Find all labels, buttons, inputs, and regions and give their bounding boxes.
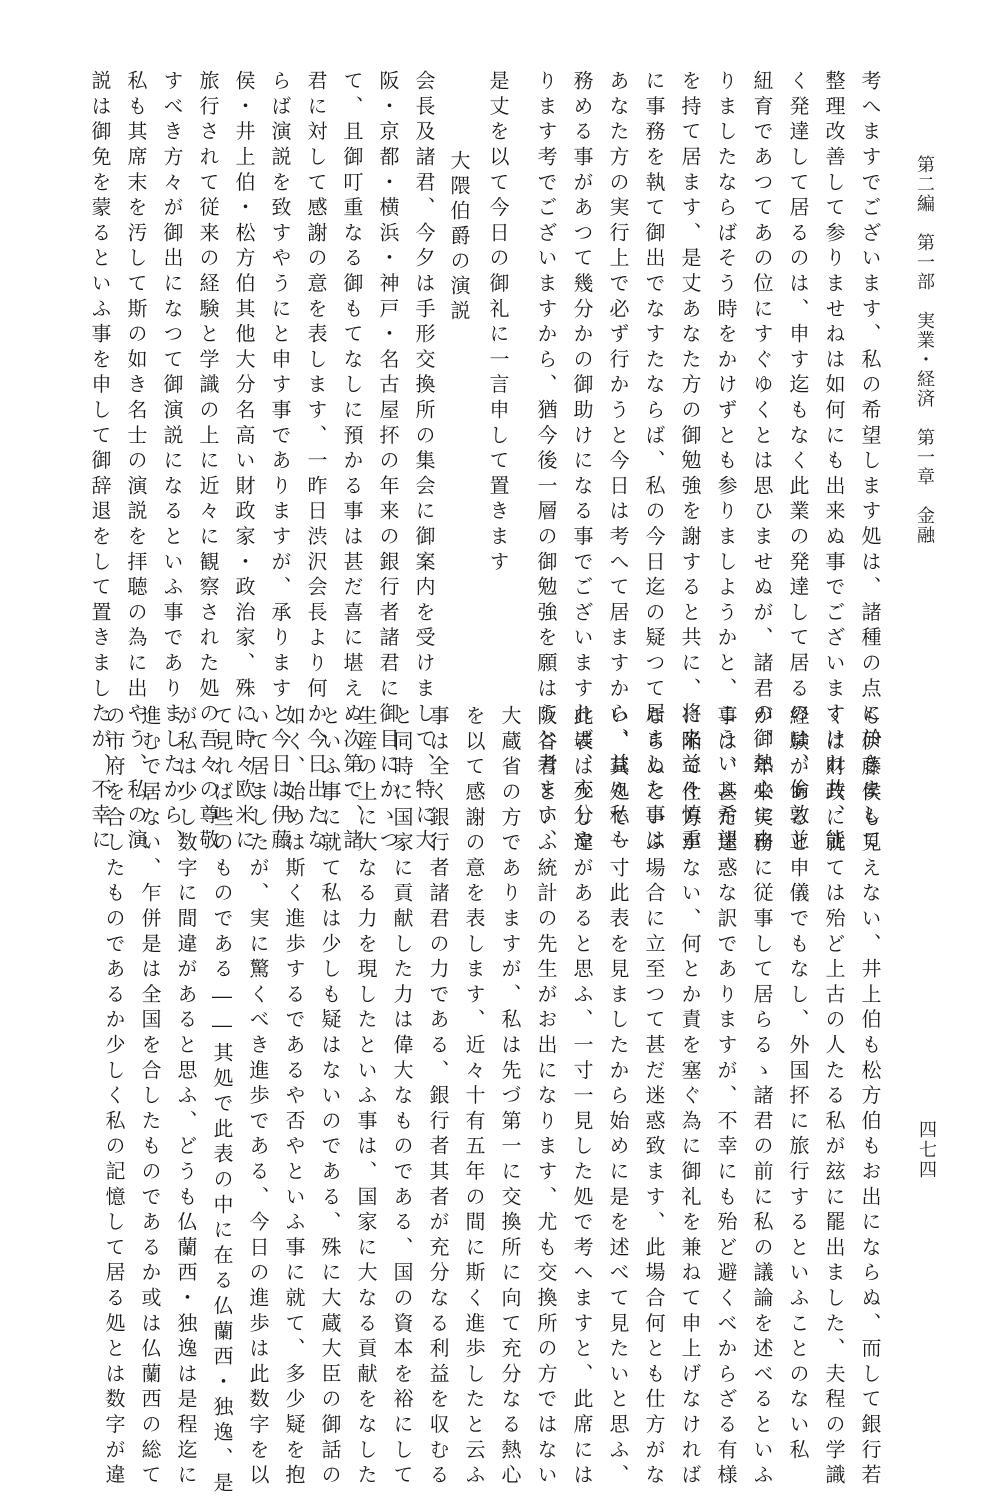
text-column: 私も其席末を汚して斯の如き名士の演説を拝聴の為に出やう、私の演 — [124, 70, 148, 855]
text-column: すべき方々が御出になつて御演説になるといふ事でありましたから、 — [160, 70, 184, 855]
text-column: に事務を執て御出でなすたならば、私の今日迄の疑つて居ました事は — [642, 70, 666, 855]
text-column: 旅行されて従来の経験と学識の上に近々に観察された処の吾々の尊敬 — [196, 70, 220, 855]
text-column: が私は少し数字に間違があると思ふ、どうも仏蘭西・独逸は是程迄に — [174, 705, 198, 1490]
text-column: 阪谷君といふ統計の先生がお出になります、尤も交換所の方ではない — [534, 705, 558, 1490]
text-column: を以て感謝の意を表します、近々十有五年の間に斯く進歩したと云ふ — [462, 705, 486, 1490]
text-column: 此表は少し違があると思ふ、一寸一見した処で考へますと、此席には — [570, 705, 594, 1490]
text-column: も伊藤侯も見えない、井上伯も松方伯もお出にならぬ、而して銀行若 — [858, 705, 882, 1490]
text-column: く発達して居るのは、申す迄もなく此業の発達して居るのは、倫敦並 — [786, 70, 810, 855]
running-header: 第二編 第一部 実業・経済 第一章 金融 — [914, 155, 935, 545]
text-column: 会長及諸君、今夕は手形交換所の集会に御案内を受けまして、特に大 — [412, 70, 436, 855]
page-number: 四七四 — [916, 1120, 937, 1180]
text-column: 務める事があつて幾分かの御助けになる事でございますれば、充分や — [570, 70, 594, 855]
text-column: に陥て仕方がない、何とか責を塞ぐ為に御礼を兼ねて申上げなければ — [678, 705, 702, 1490]
text-column: いて居ましたが、実に驚くべき進歩である、今日の進歩は此数字を以 — [246, 705, 270, 1490]
text-column: 考へますでございます、私の希望します処は、諸種の点に於きまして — [858, 70, 882, 855]
text-column: が、年来実務に従事して居らるゝ諸君の前に私の議論を述べるといふ — [750, 705, 774, 1490]
text-column: て見れば些のものである――其処で此表の中に在る仏蘭西・独逸、是 — [210, 705, 234, 1497]
text-column: の市府を合したものであるか少しく私の記憶して居る処とは数字が違 — [102, 705, 126, 1490]
text-column: と同時に国家に貢献した力は偉大なものである、国の資本を裕にして — [390, 705, 414, 1490]
text-column: 侯・井上伯・松方伯其他大分名高い財政家・政治家、殊に時々欧米に — [232, 70, 256, 855]
text-column: あなた方の実行上で必ず行かうと今日は考へて居ますから、益々私も — [606, 70, 630, 855]
text-column: て、且御叮重なる御もてなしに預かる事は甚だ喜に堪えぬ次第で、諸 — [340, 70, 364, 855]
text-column: 進むで居ない、乍併是は全国を合したものであるか或は仏蘭西の総て — [138, 705, 162, 1490]
text-column: 整理改善して参りませねは如何にも出来ぬ事でございますけれ共、能 — [822, 70, 846, 855]
section-title: 大隈伯爵の演説 — [447, 150, 471, 325]
text-column: 如く、始めは斯く進歩するであるや否やといふ事に就て、多少疑を抱 — [282, 705, 306, 1490]
text-column: 説は御免を蒙るといふ事を申して御辞退をして置きましたが、不幸に — [88, 70, 112, 855]
text-column: といふ事に就て私は少しも疑はないのである、殊に大蔵大臣の御話の — [318, 705, 342, 1490]
text-column: りましたならばそう時をかけずとも参りましようかと、こういふ希望 — [714, 70, 738, 855]
text-column: ります考でございますから、猶今後一層の御勉強を願はうと考ます、 — [534, 70, 558, 855]
text-column: 大蔵省の方でありますが、私は先づ第一に交換所に向て充分なる熱心 — [498, 705, 522, 1490]
text-column: 阪・京都・横浜・神戸・名古屋抔の年来の銀行者諸君に御目にかゝつ — [376, 70, 400, 855]
text-column: 紐育であつてあの位にすぐゆくとは思ひませぬが、諸君の御熱心に由 — [750, 70, 774, 855]
text-column: ならぬといふ場合に立至つて甚だ迷惑致ます、此場合何とも仕方がな — [642, 705, 666, 1490]
text-column: い、其処で一寸此表を見ましたから始めに是を述べて見たいと思ふ、 — [606, 705, 630, 1490]
text-column: 事は、甚だ迷惑な訳でありますが、不幸にも殆ど避くべからざる有様 — [714, 705, 738, 1490]
text-column: 生産の上に大なる力を現したといふ事は、国家に大なる貢献をなした — [354, 705, 378, 1490]
text-column: 事は全く銀行者諸君の力である、銀行者其者が充分なる利益を収むる — [426, 705, 450, 1490]
text-column: らば演説を致すやうにと申す事でありますが、承りますと今日は伊藤 — [268, 70, 292, 855]
text-column: 経験があると申儀でもなし、外国抔に旅行するといふことのない私 — [786, 705, 810, 1464]
text-column: を持て居ます、是丈あなた方の御勉強を謝すると共に、将来益々慎重 — [678, 70, 702, 855]
text-column: 是丈を以て今日の御礼に一言申して置きます — [486, 70, 510, 576]
text-column: くは財政に就ては殆ど上古の人たる私が玆に罷出ました、夫程の学識 — [822, 705, 846, 1490]
text-column: 君に対して感謝の意を表します、一昨日渋沢会長より何か今日出たな — [304, 70, 328, 855]
